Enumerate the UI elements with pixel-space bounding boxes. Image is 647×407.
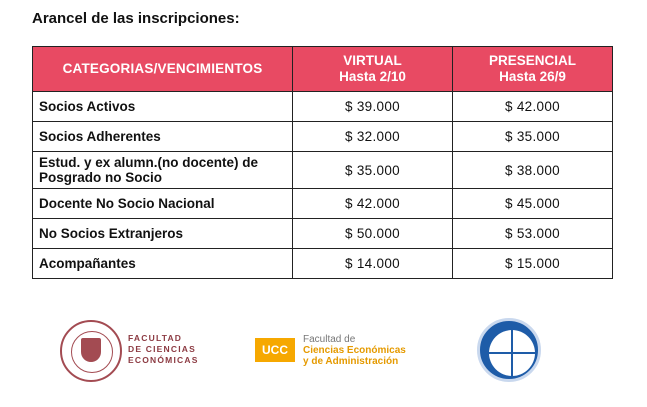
fcc-logo-text	[128, 333, 199, 366]
row-presencial-price: $ 35.000	[453, 122, 613, 152]
row-virtual-price: $ 50.000	[293, 219, 453, 249]
row-category: Socios Adherentes	[33, 122, 293, 152]
ucc-logo	[255, 332, 425, 372]
fcc-line3: ECONÓMICAS	[128, 355, 199, 365]
fees-table	[32, 46, 613, 279]
ucc-badge: UCC	[255, 338, 295, 362]
row-category: Estud. y ex alumn.(no docente) de Posgrado no Socio	[33, 152, 293, 189]
row-category: No Socios Extranjeros	[33, 219, 293, 249]
logos-footer	[0, 310, 647, 400]
header-presencial	[453, 47, 613, 92]
header-presencial-deadline: Hasta 26/9	[499, 69, 566, 84]
row-presencial-price: $ 38.000	[453, 152, 613, 189]
table-row	[33, 219, 613, 249]
table-row	[33, 249, 613, 279]
ucc-line1: Facultad de	[303, 334, 356, 345]
table-row	[33, 189, 613, 219]
ucc-line3: y de Administración	[303, 356, 399, 367]
table-row	[33, 152, 613, 189]
row-presencial-price: $ 45.000	[453, 189, 613, 219]
row-virtual-price: $ 39.000	[293, 92, 453, 122]
row-virtual-price: $ 35.000	[293, 152, 453, 189]
crest-icon	[60, 320, 122, 382]
header-virtual-deadline: Hasta 2/10	[339, 69, 406, 84]
row-category: Socios Activos	[33, 92, 293, 122]
row-category: Docente No Socio Nacional	[33, 189, 293, 219]
header-virtual	[293, 47, 453, 92]
iapuco-logo-icon	[477, 318, 543, 384]
page-title: Arancel de las inscripciones:	[32, 10, 240, 27]
row-presencial-price: $ 42.000	[453, 92, 613, 122]
row-virtual-price: $ 14.000	[293, 249, 453, 279]
row-virtual-price: $ 42.000	[293, 189, 453, 219]
table-row	[33, 122, 613, 152]
header-categories: CATEGORIAS/VENCIMIENTOS	[33, 47, 293, 92]
fcc-logo	[60, 320, 220, 386]
header-virtual-label: VIRTUAL	[343, 53, 402, 68]
row-virtual-price: $ 32.000	[293, 122, 453, 152]
row-presencial-price: $ 53.000	[453, 219, 613, 249]
row-category: Acompañantes	[33, 249, 293, 279]
header-presencial-label: PRESENCIAL	[488, 53, 576, 68]
table-row	[33, 92, 613, 122]
ucc-line2: Ciencias Económicas	[303, 345, 406, 356]
row-presencial-price: $ 15.000	[453, 249, 613, 279]
ucc-logo-text	[303, 334, 406, 367]
fcc-line1: FACULTAD	[128, 333, 183, 343]
table-header-row	[33, 47, 613, 92]
fcc-line2: DE CIENCIAS	[128, 344, 196, 354]
